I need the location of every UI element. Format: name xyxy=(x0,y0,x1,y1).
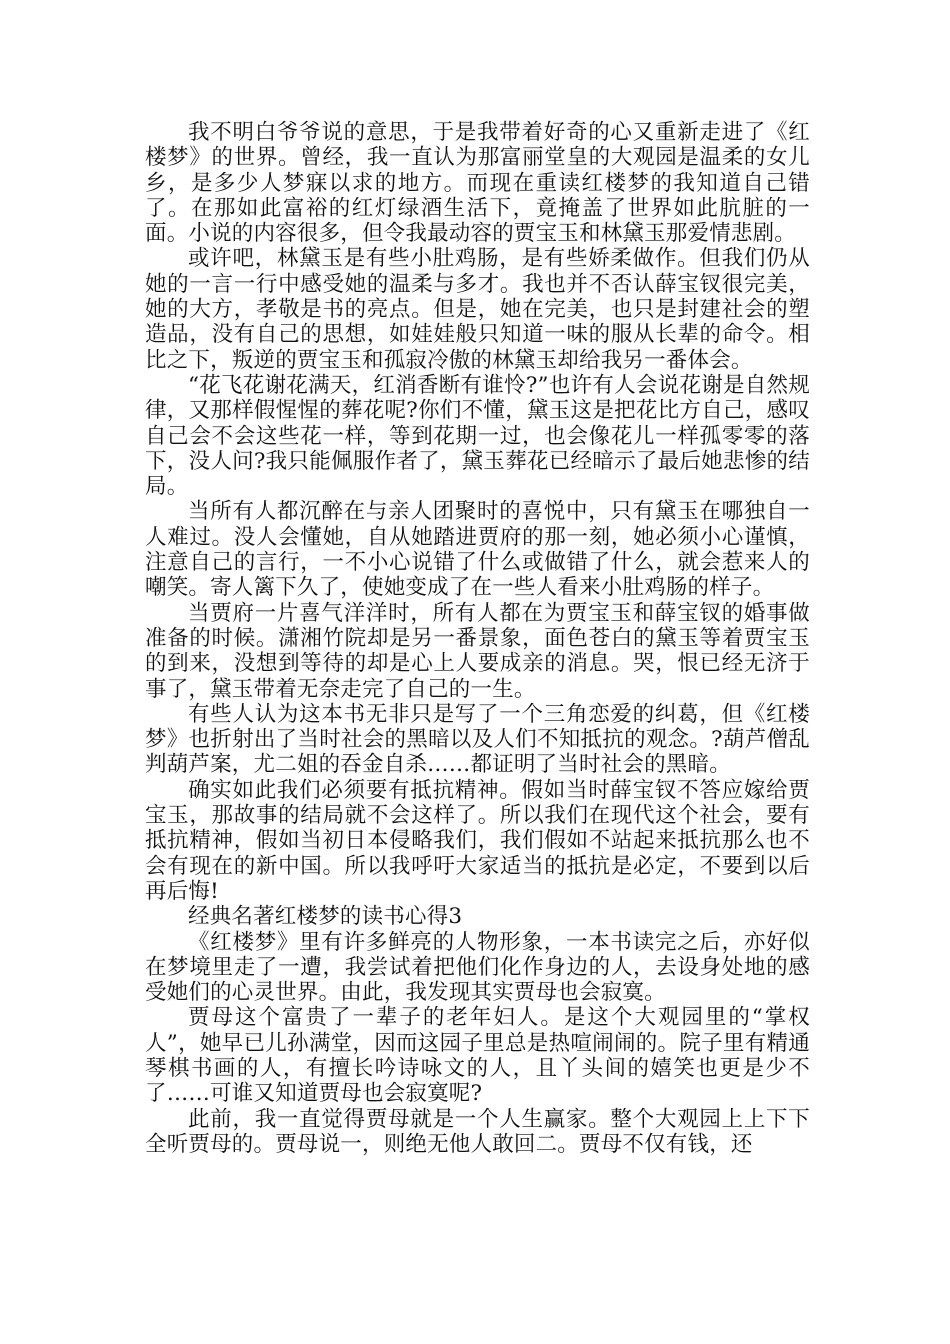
paragraph: 当贾府一片喜气洋洋时，所有人都在为贾宝玉和薛宝钗的婚事做准备的时候。潇湘竹院却是另一番景象，面色苍白的黛玉等着贾宝玉的到来，没想到等待的却是心上人要成亲的消息。哭，恨已经无济于事了，黛玉带着无奈走完了自己的一生。 xyxy=(145,600,810,702)
paragraph: 贾母这个富贵了一辈子的老年妇人。是这个大观园里的“掌权人”，她早已儿孙满堂，因而这园子里总是热喧闹闹的。院子里有精通琴棋书画的人，有擅长吟诗咏文的人，且丫头间的嬉笑也更是少不了……可谁又知道贾母也会寂寞呢? xyxy=(145,1005,810,1107)
section-heading: 经典名著红楼梦的读书心得3 xyxy=(188,904,463,930)
paragraph: 确实如此我们必须要有抵抗精神。假如当时薛宝钗不答应嫁给贾宝玉，那故事的结局就不会这样了。所以我们在现代这个社会，要有抵抗精神，假如当初日本侵略我们，我们假如不站起来抵抗那么也不会有现在的新中国。所以我呼吁大家适当的抵抗是必定，不要到以后再后悔! xyxy=(145,777,810,904)
paragraph: “花飞花谢花满天，红消香断有谁怜?”也许有人会说花谢是自然规律，又那样假惺惺的葬花呢?你们不懂，黛玉这是把花比方自己，感叹自己会不会这些花一样，等到花期一过，也会像花儿一样孤零零的落下，没人问?我只能佩服作者了，黛玉葬花已经暗示了最后她悲惨的结局。 xyxy=(145,372,810,500)
paragraph: 我不明白爷爷说的意思，于是我带着好奇的心又重新走进了《红楼梦》的世界。曾经，我一直认为那富丽堂皇的大观园是温柔的女儿乡，是多少人梦寐以求的地方。而现在重读红楼梦的我知道自己错了。在那如此富裕的红灯绿酒生活下，竟掩盖了世界如此肮脏的一面。小说的内容很多，但令我最动容的贾宝玉和林黛玉那爱情悲剧。 xyxy=(145,120,810,247)
document-body xyxy=(145,120,810,1157)
paragraph: 《红楼梦》里有许多鲜亮的人物形象，一本书读完之后，亦好似在梦境里走了一遭，我尝试着把他们化作身边的人，去设身处地的感受她们的心灵世界。由此，我发现其实贾母也会寂寞。 xyxy=(145,929,810,1006)
paragraph: 或许吧，林黛玉是有些小肚鸡肠，是有些娇柔做作。但我们仍从她的一言一行中感受她的温柔与多才。我也并不否认薛宝钗很完美，她的大方，孝敬是书的亮点。但是，她在完美，也只是封建社会的塑造品，没有自己的思想，如娃娃般只知道一味的服从长辈的命令。相比之下，叛逆的贾宝玉和孤寂冷傲的林黛玉却给我另一番体会。 xyxy=(145,246,810,373)
paragraph: 此前，我一直觉得贾母就是一个人生赢家。整个大观园上上下下全听贾母的。贾母说一，则绝无他人敢回二。贾母不仅有钱，还 xyxy=(145,1106,810,1157)
paragraph: 有些人认为这本书无非只是写了一个三角恋爱的纠葛，但《红楼梦》也折射出了当时社会的黑暗以及人们不知抵抗的观念。?葫芦僧乱判葫芦案，尤二姐的吞金自杀……都证明了当时社会的黑暗。 xyxy=(145,701,810,778)
paragraph: 当所有人都沉醉在与亲人团聚时的喜悦中，只有黛玉在哪独自一人难过。没人会懂她，自从她踏进贾府的那一刻，她必须小心谨慎，注意自己的言行，一不小心说错了什么或做错了什么，就会惹来人的嘲笑。寄人篱下久了，使她变成了在一些人看来小肚鸡肠的样子。 xyxy=(145,499,810,601)
